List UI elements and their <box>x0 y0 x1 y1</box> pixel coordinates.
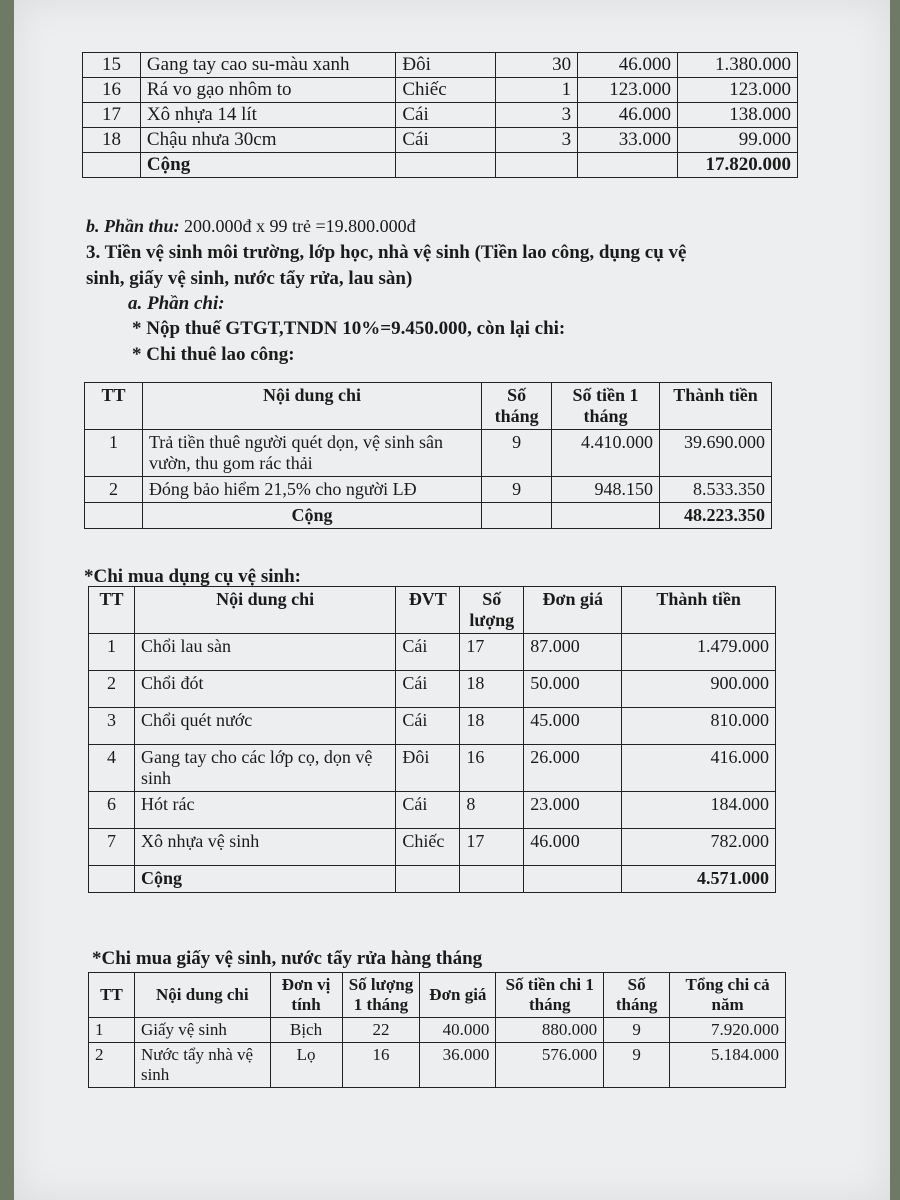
tools-header-total: Thành tiền <box>622 587 776 634</box>
table-row <box>89 792 776 829</box>
year-total: 7.920.000 <box>670 1018 786 1043</box>
item-unit: Cái <box>396 671 460 708</box>
monthly-amount: 576.000 <box>496 1043 604 1088</box>
month-count: 9 <box>482 477 552 503</box>
paper-header-content: Nội dung chi <box>134 973 270 1018</box>
item-unit: Cái <box>396 128 496 153</box>
labor-heading: * Chi thuê lao công: <box>132 344 295 365</box>
item-quantity: 18 <box>460 671 524 708</box>
tools-header-unit: ĐVT <box>396 587 460 634</box>
item-price: 46.000 <box>578 53 678 78</box>
revenue-value: 200.000đ x 99 trẻ =19.800.000đ <box>179 216 416 236</box>
tools-header-price: Đơn giá <box>524 587 622 634</box>
item-price: 50.000 <box>524 671 622 708</box>
item-unit: Cái <box>396 634 460 671</box>
section-3-title-line2: sinh, giấy vệ sinh, nước tẩy rửa, lau sàn) <box>86 268 413 289</box>
labor-table <box>84 382 772 529</box>
item-total: 900.000 <box>622 671 776 708</box>
total-label: Cộng <box>142 503 481 529</box>
item-name: Chổi quét nước <box>134 708 395 745</box>
row-number: 1 <box>89 634 135 671</box>
empty-cell <box>83 153 141 178</box>
table-row <box>83 78 798 103</box>
row-number: 3 <box>89 708 135 745</box>
item-unit: Chiếc <box>396 78 496 103</box>
total-amount: 39.690.000 <box>660 430 772 477</box>
item-total: 1.380.000 <box>678 53 798 78</box>
item-price: 26.000 <box>524 745 622 792</box>
revenue-line <box>86 216 416 237</box>
item-name: Nước tẩy nhà vệ sinh <box>134 1043 270 1088</box>
row-number: 15 <box>83 53 141 78</box>
item-price: 45.000 <box>524 708 622 745</box>
item-unit: Bịch <box>270 1018 342 1043</box>
labor-header-total: Thành tiền <box>660 383 772 430</box>
tools-header-qty: Số lượng <box>460 587 524 634</box>
empty-cell <box>85 503 143 529</box>
table-row <box>89 745 776 792</box>
row-number: 2 <box>89 1043 135 1088</box>
item-quantity: 30 <box>496 53 578 78</box>
tools-header-tt: TT <box>89 587 135 634</box>
total-label: Cộng <box>134 866 395 893</box>
item-price: 46.000 <box>578 103 678 128</box>
expense-part-label: a. Phần chi: <box>128 293 225 314</box>
tools-header-content: Nội dung chi <box>134 587 395 634</box>
paper-header-unit: Đơn vị tính <box>270 973 342 1018</box>
item-total: 99.000 <box>678 128 798 153</box>
paper-header-monthly: Số tiền chi 1 tháng <box>496 973 604 1018</box>
item-total: 782.000 <box>622 829 776 866</box>
expense-content: Trả tiền thuê người quét dọn, vệ sinh sân vườn, thu gom rác thải <box>142 430 481 477</box>
item-name: Xô nhựa 14 lít <box>140 103 395 128</box>
empty-cell <box>89 866 135 893</box>
monthly-amount: 948.150 <box>552 477 660 503</box>
total-value: 48.223.350 <box>660 503 772 529</box>
item-price: 23.000 <box>524 792 622 829</box>
empty-cell <box>578 153 678 178</box>
item-quantity: 16 <box>460 745 524 792</box>
item-unit: Chiếc <box>396 829 460 866</box>
table-row <box>89 671 776 708</box>
empty-cell <box>460 866 524 893</box>
item-name: Chổi đót <box>134 671 395 708</box>
item-name: Rá vo gạo nhôm to <box>140 78 395 103</box>
supplies-table-continued <box>82 52 798 178</box>
section-3-title-line1: 3. Tiền vệ sinh môi trường, lớp học, nhà vệ sinh (Tiền lao công, dụng cụ vệ <box>86 242 687 263</box>
tax-line: * Nộp thuế GTGT,TNDN 10%=9.450.000, còn lại chi: <box>132 318 566 339</box>
paper-header-price: Đơn giá <box>420 973 496 1018</box>
row-number: 17 <box>83 103 141 128</box>
item-name: Chậu nhưa 30cm <box>140 128 395 153</box>
table-row <box>89 1043 786 1088</box>
row-number: 6 <box>89 792 135 829</box>
item-quantity: 18 <box>460 708 524 745</box>
row-number: 16 <box>83 78 141 103</box>
total-value: 17.820.000 <box>678 153 798 178</box>
item-price: 87.000 <box>524 634 622 671</box>
table-row <box>83 103 798 128</box>
month-count: 9 <box>604 1018 670 1043</box>
expense-content: Đóng bảo hiểm 21,5% cho người LĐ <box>142 477 481 503</box>
item-quantity: 3 <box>496 128 578 153</box>
paper-header-tt: TT <box>89 973 135 1018</box>
item-price: 46.000 <box>524 829 622 866</box>
item-unit: Cái <box>396 792 460 829</box>
item-unit: Cái <box>396 708 460 745</box>
month-count: 9 <box>604 1043 670 1088</box>
item-total: 123.000 <box>678 78 798 103</box>
item-name: Hót rác <box>134 792 395 829</box>
item-quantity: 17 <box>460 634 524 671</box>
item-name: Xô nhựa vệ sinh <box>134 829 395 866</box>
row-number: 18 <box>83 128 141 153</box>
empty-cell <box>496 153 578 178</box>
row-number: 7 <box>89 829 135 866</box>
item-total: 1.479.000 <box>622 634 776 671</box>
item-quantity: 3 <box>496 103 578 128</box>
item-name: Gang tay cho các lớp cọ, dọn vệ sinh <box>134 745 395 792</box>
table-row <box>89 634 776 671</box>
item-quantity: 1 <box>496 78 578 103</box>
table-row <box>89 1018 786 1043</box>
item-total: 184.000 <box>622 792 776 829</box>
labor-header-monthly: Số tiền 1 tháng <box>552 383 660 430</box>
item-total: 810.000 <box>622 708 776 745</box>
item-unit: Lọ <box>270 1043 342 1088</box>
total-value: 4.571.000 <box>622 866 776 893</box>
table-row <box>89 829 776 866</box>
table-row <box>83 53 798 78</box>
row-number: 4 <box>89 745 135 792</box>
monthly-amount: 4.410.000 <box>552 430 660 477</box>
row-number: 1 <box>85 430 143 477</box>
table-row <box>85 477 772 503</box>
monthly-amount: 880.000 <box>496 1018 604 1043</box>
item-price: 40.000 <box>420 1018 496 1043</box>
empty-cell <box>482 503 552 529</box>
item-total: 416.000 <box>622 745 776 792</box>
total-row <box>83 153 798 178</box>
table-row <box>89 708 776 745</box>
paper-heading: *Chi mua giấy vệ sinh, nước tẩy rửa hàng tháng <box>92 948 483 969</box>
empty-cell <box>396 153 496 178</box>
item-name: Chổi lau sàn <box>134 634 395 671</box>
labor-header-tt: TT <box>85 383 143 430</box>
item-quantity: 22 <box>342 1018 420 1043</box>
item-quantity: 16 <box>342 1043 420 1088</box>
item-price: 123.000 <box>578 78 678 103</box>
row-number: 2 <box>89 671 135 708</box>
tools-heading: *Chi mua dụng cụ vệ sinh: <box>84 566 301 587</box>
row-number: 1 <box>89 1018 135 1043</box>
item-total: 138.000 <box>678 103 798 128</box>
item-price: 33.000 <box>578 128 678 153</box>
total-row <box>85 503 772 529</box>
empty-cell <box>396 866 460 893</box>
item-name: Gang tay cao su-màu xanh <box>140 53 395 78</box>
total-row <box>89 866 776 893</box>
item-price: 36.000 <box>420 1043 496 1088</box>
year-total: 5.184.000 <box>670 1043 786 1088</box>
item-unit: Đôi <box>396 745 460 792</box>
paper-header-months: Số tháng <box>604 973 670 1018</box>
item-quantity: 8 <box>460 792 524 829</box>
item-quantity: 17 <box>460 829 524 866</box>
row-number: 2 <box>85 477 143 503</box>
revenue-label: b. Phần thu: <box>86 216 180 236</box>
empty-cell <box>552 503 660 529</box>
table-row <box>83 128 798 153</box>
item-unit: Đôi <box>396 53 496 78</box>
labor-header-months: Số tháng <box>482 383 552 430</box>
tools-table <box>88 586 776 893</box>
paper-header-qty: Số lượng 1 tháng <box>342 973 420 1018</box>
paper-table <box>88 972 786 1088</box>
labor-header-content: Nội dung chi <box>142 383 481 430</box>
table-row <box>85 430 772 477</box>
paper-header-year-total: Tổng chi cả năm <box>670 973 786 1018</box>
total-amount: 8.533.350 <box>660 477 772 503</box>
month-count: 9 <box>482 430 552 477</box>
item-unit: Cái <box>396 103 496 128</box>
total-label: Cộng <box>140 153 395 178</box>
empty-cell <box>524 866 622 893</box>
item-name: Giấy vệ sinh <box>134 1018 270 1043</box>
